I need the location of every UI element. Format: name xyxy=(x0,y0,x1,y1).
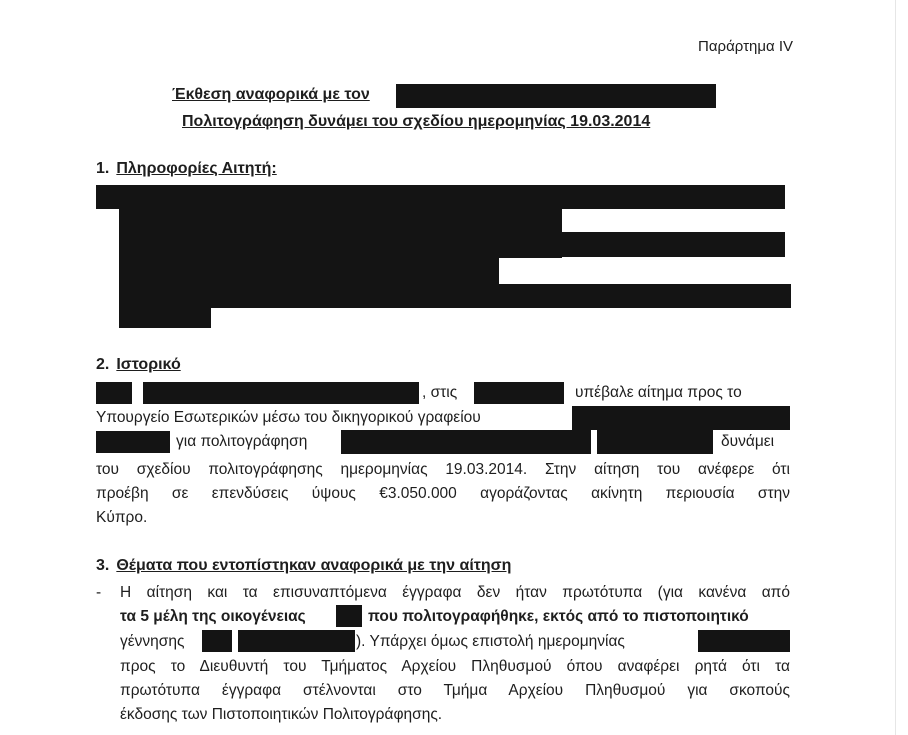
section3-heading xyxy=(96,557,511,575)
redaction-block xyxy=(119,232,785,257)
issues-text: έκδοσης των Πιστοποιητικών Πολιτογράφησης. xyxy=(120,706,443,723)
history-text: , στις xyxy=(422,384,458,401)
issues-text: πρωτότυπα έγγραφα στέλνονται στο Τμήμα Αρχείου Πληθυσμού για σκοπούς xyxy=(120,682,790,699)
annex-label: Παράρτημα IV xyxy=(698,38,793,55)
section1-heading xyxy=(96,160,277,178)
history-text: προέβη σε επενδύσεις ύψους €3.050.000 αγοράζοντας ακίνητη περιουσία στην xyxy=(96,485,790,502)
redaction-block xyxy=(96,431,170,453)
redaction-block xyxy=(143,382,419,404)
history-text: δυνάμει xyxy=(721,433,775,450)
section2-heading xyxy=(96,356,181,374)
issues-text: που πολιτογραφήθηκε, εκτός από το πιστοποιητικό xyxy=(368,608,749,625)
history-text: για πολιτογράφηση xyxy=(176,433,308,450)
section1-title: Πληροφορίες Αιτητή: xyxy=(116,160,277,177)
section1-number: 1. xyxy=(96,160,110,177)
section2-number: 2. xyxy=(96,356,110,373)
redaction-block xyxy=(474,382,564,404)
redaction-block xyxy=(238,630,355,652)
section3-number: 3. xyxy=(96,557,110,574)
redaction-block xyxy=(572,406,790,430)
redaction-block xyxy=(336,605,362,627)
history-text: Υπουργείο Εσωτερικών μέσω του δικηγορικού γραφείου xyxy=(96,409,481,426)
redaction-block xyxy=(119,257,499,285)
issues-text: τα 5 μέλη της οικογένειας xyxy=(120,608,306,625)
redaction-block xyxy=(202,630,232,652)
issues-text: γέννησης xyxy=(120,633,185,650)
history-text: του σχεδίου πολιτογράφησης ημερομηνίας 19.03.2014. Στην αίτηση του ανέφερε ότι xyxy=(96,461,790,478)
bullet-dash: - xyxy=(96,584,102,601)
report-title-line2: Πολιτογράφηση δυνάμει του σχεδίου ημερομηνίας 19.03.2014 xyxy=(182,113,651,130)
redaction-block xyxy=(396,84,716,108)
issues-text: ). Υπάρχει όμως επιστολή ημερομηνίας xyxy=(356,633,625,650)
history-text: Κύπρο. xyxy=(96,509,148,526)
redaction-block xyxy=(119,306,211,328)
section2-title: Ιστορικό xyxy=(116,356,181,373)
issues-text: προς το Διευθυντή του Τμήματος Αρχείου Πληθυσμού όπου αναφέρει ρητά ότι τα xyxy=(120,658,790,675)
redaction-block xyxy=(96,185,785,209)
redaction-block xyxy=(698,630,790,652)
report-title-line1: Έκθεση αναφορικά με τον xyxy=(172,86,370,103)
redaction-block xyxy=(597,430,713,454)
redaction-block xyxy=(96,382,132,404)
issues-text: Η αίτηση και τα επισυναπτόμενα έγγραφα δεν ήταν πρωτότυπα (για κανένα από xyxy=(120,584,790,601)
redaction-block xyxy=(341,430,591,454)
redaction-block xyxy=(119,284,791,308)
page-edge-line xyxy=(895,0,896,735)
section3-title: Θέματα που εντοπίστηκαν αναφορικά με την αίτηση xyxy=(116,557,512,574)
history-text: υπέβαλε αίτημα προς το xyxy=(575,384,742,401)
